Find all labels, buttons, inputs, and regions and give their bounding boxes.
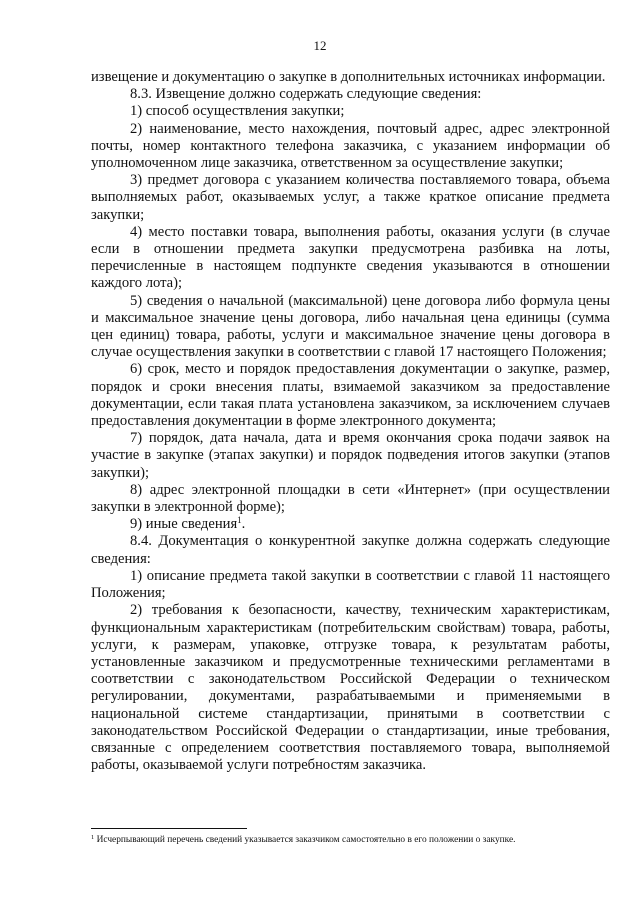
footnote-reference: 1	[237, 515, 242, 526]
list-item-8-4-1: 1) описание предмета такой закупки в соответствии с главой 11 настоящего Положения;	[91, 567, 610, 602]
list-item-8-3-5: 5) сведения о начальной (максимальной) цене договора либо формула цены и максимальное значение цены договора, либо начальная цена единицы (сумма цен единиц) товара, работы, услуги и максимальное значение цены договора в случае осуществления закупки в соответствии с главой 17 настоящего Положения;	[91, 292, 610, 361]
list-item-8-3-9	[91, 516, 610, 533]
list-item-8-3-7: 7) порядок, дата начала, дата и время окончания срока подачи заявок на участие в закупке (этапах закупки) и порядок подведения итогов закупки (этапов закупки);	[91, 430, 610, 481]
body-text	[91, 69, 610, 774]
footnote	[91, 834, 610, 846]
list-item-8-3-3: 3) предмет договора с указанием количества поставляемого товара, объема выполняемых работ, оказываемых услуг, а также краткое описание предмета закупки;	[91, 172, 610, 223]
footnote-divider	[91, 828, 247, 829]
footnote-marker: 1	[91, 834, 95, 841]
page-number: 12	[313, 38, 327, 53]
list-item-8-3-6: 6) срок, место и порядок предоставления документации о закупке, размер, порядок и сроки внесения платы, взимаемой заказчиком за предоставление документации, если такая плата установлена заказчиком, за исключением случаев предоставления документации в форме электронного документа;	[91, 361, 610, 430]
list-item-8-3-8: 8) адрес электронной площадки в сети «Интернет» (при осуществлении закупки в электронной форме);	[91, 481, 610, 516]
list-item-8-3-2: 2) наименование, место нахождения, почтовый адрес, адрес электронной почты, номер контактного телефона заказчика, с указанием информации об уполномоченном лице заказчика, ответственном за осуществление закупки;	[91, 120, 610, 172]
list-item-8-3-9-tail: .	[241, 516, 246, 533]
paragraph-8-3-heading: 8.3. Извещение должно содержать следующие сведения:	[130, 86, 482, 103]
list-item-8-4-2: 2) требования к безопасности, качеству, техническим характеристикам, функциональным характеристикам (потребительским свойствам) товара, работы, услуги, к размерам, упаковке, отгрузке товара, к результатам работы, установленные заказчиком и предусмотренные техническими регламентами в соответствии с законодательством Российской Федерации о техническом регулировании, документами, разрабатываемыми и применяемыми в национальной системе стандартизации, принятыми в соответствии с законодательством Российской Федерации о стандартизации, иные требования, связанные с определением соответствия поставляемого товара, выполняемой работы, оказываемой услуги потребностям заказчика.	[91, 602, 610, 774]
list-item-8-3-4: 4) место поставки товара, выполнения работы, оказания услуги (в случае если в отношении предмета закупки предусмотрена разбивка на лоты, перечисленные в настоящем подпункте сведения указываются в отношении каждого лота);	[91, 223, 610, 292]
paragraph-8-4-heading: 8.4. Документация о конкурентной закупке должна содержать следующие сведения:	[91, 533, 610, 567]
paragraph-continuation: извещение и документацию о закупке в дополнительных источниках информации.	[91, 69, 606, 85]
list-item-8-3-9-text: 9) иные сведения	[130, 516, 238, 533]
footnote-text: Исчерпывающий перечень сведений указывается заказчиком самостоятельно в его положении о закупке.	[94, 835, 516, 845]
list-item-8-3-1: 1) способ осуществления закупки;	[130, 103, 345, 120]
